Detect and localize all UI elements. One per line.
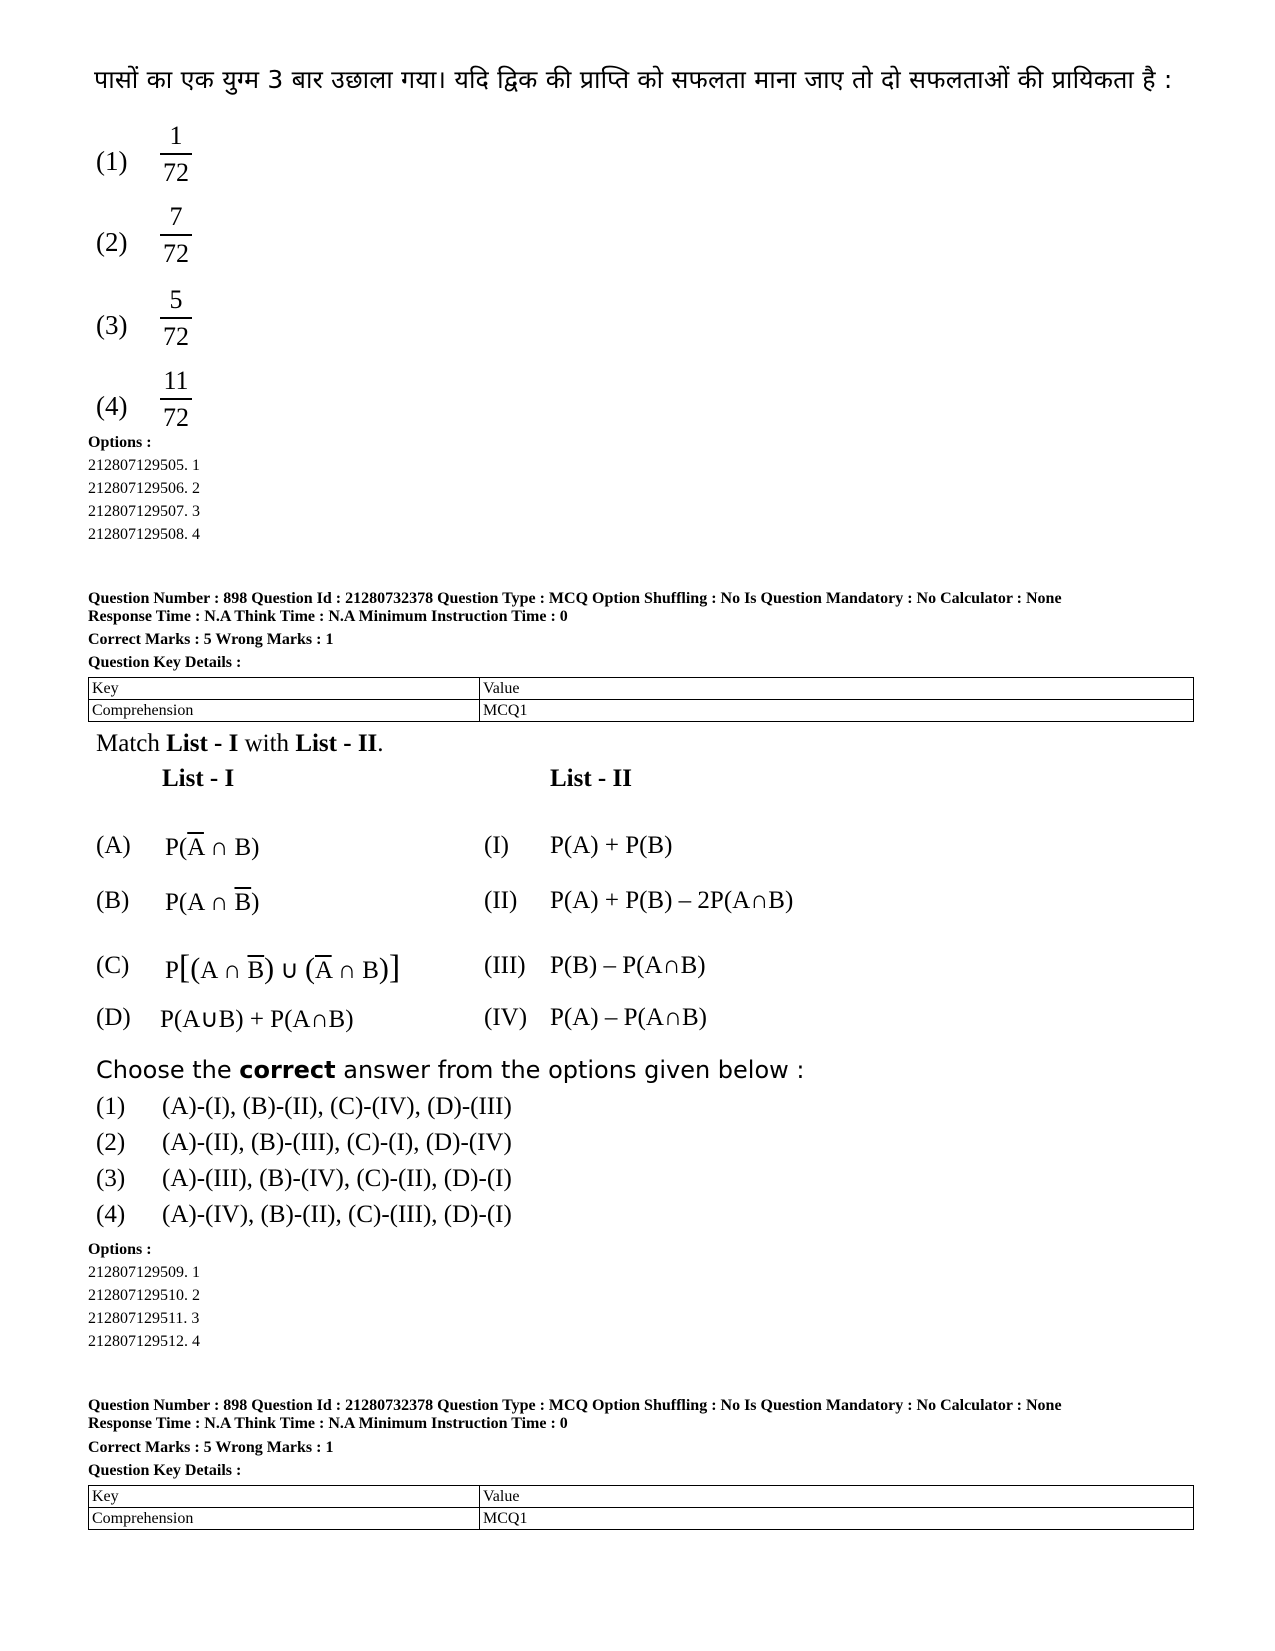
denominator: 72: [163, 322, 189, 351]
answer-num-2: (2): [96, 1129, 126, 1156]
answer-text-3: (A)-(III), (B)-(IV), (C)-(II), (D)-(I): [162, 1165, 512, 1192]
list2-label-ii: (II): [484, 887, 518, 914]
key-value-table: [88, 1485, 1194, 1530]
list2-label-i: (I): [484, 832, 509, 859]
table-row: [89, 1508, 1194, 1530]
choice-number: (3): [96, 310, 128, 340]
list2-expr-i: P(A) + P(B): [550, 832, 673, 859]
list2-header: List - II: [550, 765, 632, 792]
list2-expr-iii: P(B) – P(A∩B): [550, 952, 706, 979]
table-row: [89, 700, 1194, 722]
answer-text-2: (A)-(II), (B)-(III), (C)-(I), (D)-(IV): [162, 1129, 512, 1156]
question-meta-line2: Response Time : N.A Think Time : N.A Minimum Instruction Time : 0: [88, 608, 568, 625]
value-header: Value: [480, 678, 1194, 700]
choose-text: answer from the options given below :: [335, 1056, 805, 1084]
option-id: 212807129507. 3: [88, 503, 200, 520]
key-header: Key: [89, 678, 480, 700]
answer-text-4: (A)-(IV), (B)-(II), (C)-(III), (D)-(I): [162, 1201, 512, 1228]
intro-text: Match: [96, 730, 167, 757]
answer-num-4: (4): [96, 1201, 126, 1228]
fraction: [160, 120, 192, 189]
match-intro: [96, 730, 384, 758]
options-label: Options :: [88, 434, 152, 451]
option-id: 212807129512. 4: [88, 1333, 200, 1350]
choose-text: Choose the: [96, 1056, 240, 1084]
options-block: [88, 431, 200, 546]
numerator: 11: [163, 366, 189, 395]
question-meta-line1: Question Number : 898 Question Id : 21280732378 Question Type : MCQ Option Shuffling : No Is Question Mandatory : No Calculator : None: [88, 590, 1062, 607]
list1-label-c: (C): [96, 952, 130, 979]
option-id: 212807129509. 1: [88, 1264, 200, 1281]
numerator: 5: [169, 285, 183, 314]
option-id: 212807129506. 2: [88, 480, 200, 497]
option-id: 212807129508. 4: [88, 526, 200, 543]
denominator: 72: [163, 403, 189, 432]
option-id: 212807129505. 1: [88, 457, 200, 474]
marks-line: Correct Marks : 5 Wrong Marks : 1: [88, 631, 334, 648]
fraction: [160, 284, 192, 353]
list1-header: List - I: [162, 765, 235, 792]
key-details-label: Question Key Details :: [88, 1462, 242, 1479]
question-meta-line1: Question Number : 898 Question Id : 21280732378 Question Type : MCQ Option Shuffling : No Is Question Mandatory : No Calculator : None: [88, 1397, 1062, 1414]
key-cell: Comprehension: [89, 700, 480, 722]
denominator: 72: [163, 239, 189, 268]
choice-number: (1): [96, 146, 128, 176]
key-value-table: [88, 677, 1194, 722]
list1-expr-c: P[(A ∩ $\overline{B}$) ∪ ($\overline{A}$ ∩ B)]: [165, 949, 401, 986]
intro-text: with: [238, 730, 296, 757]
value-cell: MCQ1: [480, 700, 1194, 722]
choose-instruction: [96, 1056, 805, 1084]
intro-list1: List - I: [166, 730, 239, 757]
choice-number: (2): [96, 227, 128, 257]
marks-line: Correct Marks : 5 Wrong Marks : 1: [88, 1439, 334, 1456]
table-header-row: [89, 678, 1194, 700]
fraction: [160, 201, 192, 270]
table-header-row: [89, 1486, 1194, 1508]
denominator: 72: [163, 158, 189, 187]
answer-text-1: (A)-(I), (B)-(II), (C)-(IV), (D)-(III): [162, 1093, 512, 1120]
list2-expr-ii: P(A) + P(B) – 2P(A∩B): [550, 887, 794, 914]
value-cell: MCQ1: [480, 1508, 1194, 1530]
question-meta-line2: Response Time : N.A Think Time : N.A Minimum Instruction Time : 0: [88, 1415, 568, 1432]
list1-expr-b: P(A ∩ $\overline{B}$): [165, 889, 260, 916]
key-details-label: Question Key Details :: [88, 654, 242, 671]
numerator: 1: [169, 121, 183, 150]
option-id: 212807129510. 2: [88, 1287, 200, 1304]
list2-label-iii: (III): [484, 952, 526, 979]
key-cell: Comprehension: [89, 1508, 480, 1530]
question-text-hindi: पासों का एक युग्म 3 बार उछाला गया। यदि द्विक की प्राप्ति को सफलता माना जाए तो दो सफलताओं की प्रायिकता है :: [94, 65, 1173, 94]
list2-expr-iv: P(A) – P(A∩B): [550, 1004, 707, 1031]
choice-number: (4): [96, 391, 128, 421]
list1-expr-d: P(A∪B) + P(A∩B): [160, 1006, 354, 1033]
list1-label-b: (B): [96, 887, 130, 914]
fraction: [160, 365, 192, 434]
list1-label-a: (A): [96, 832, 131, 859]
value-header: Value: [480, 1486, 1194, 1508]
intro-list2: List - II: [295, 730, 378, 757]
choose-bold: correct: [239, 1056, 336, 1084]
key-header: Key: [89, 1486, 480, 1508]
list2-label-iv: (IV): [484, 1004, 528, 1031]
numerator: 7: [169, 202, 183, 231]
option-id: 212807129511. 3: [88, 1310, 200, 1327]
list1-expr-a: $P(\overline{A}$ ∩ B): [165, 834, 260, 861]
list1-label-d: (D): [96, 1004, 131, 1031]
options-label: Options :: [88, 1241, 152, 1258]
answer-num-3: (3): [96, 1165, 126, 1192]
options-block: [88, 1238, 200, 1353]
answer-num-1: (1): [96, 1093, 126, 1120]
intro-text: .: [377, 730, 384, 757]
